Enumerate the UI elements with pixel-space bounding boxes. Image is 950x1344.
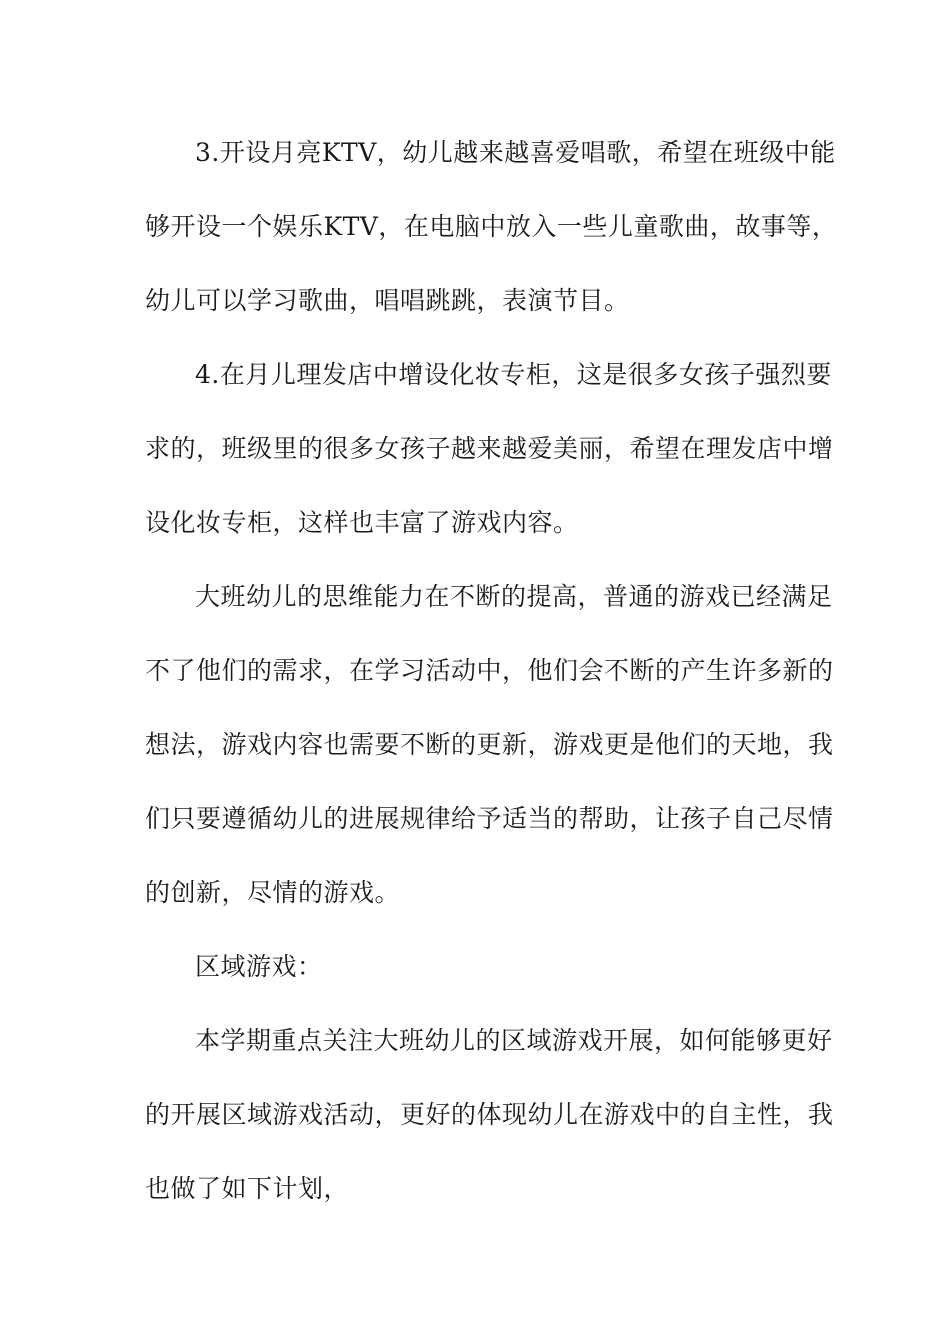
paragraph-line: 大班幼儿的思维能力在不断的提高，普通的游戏已经满足 — [195, 582, 833, 611]
paragraph-line: 3.开设月亮KTV，幼儿越来越喜爱唱歌，希望在班级中能 — [195, 138, 836, 167]
paragraph-line: 想法，游戏内容也需要不断的更新，游戏更是他们的天地，我 — [145, 729, 834, 759]
paragraph-line: 求的，班级里的很多女孩子越来越爱美丽，希望在理发店中增 — [145, 433, 834, 463]
paragraph-summary — [145, 560, 834, 930]
section-heading-area-games — [145, 930, 807, 1004]
paragraph-line: 本学期重点关注大班幼儿的区域游戏开展，如何能够更好 — [195, 1026, 833, 1055]
paragraph-item-4 — [145, 338, 834, 560]
paragraph-line: 设化妆专柜，这样也丰富了游戏内容。 — [145, 507, 579, 537]
paragraph-line: 幼儿可以学习歌曲，唱唱跳跳，表演节目。 — [145, 285, 630, 315]
paragraph-line: 也做了如下计划， — [145, 1173, 350, 1203]
paragraph-line: 们只要遵循幼儿的进展规律给予适当的帮助，让孩子自己尽情 — [145, 803, 834, 833]
paragraph-line: 的开展区域游戏活动，更好的体现幼儿在游戏中的自主性，我 — [145, 1099, 834, 1129]
section-heading: 区域游戏： — [195, 952, 323, 981]
paragraph-line: 不了他们的需求，在学习活动中，他们会不断的产生许多新的 — [145, 655, 834, 685]
paragraph-item-3 — [145, 116, 838, 338]
paragraph-line: 的创新，尽情的游戏。 — [145, 877, 401, 907]
paragraph-line: 4.在月儿理发店中增设化妆专柜，这是很多女孩子强烈要 — [195, 360, 832, 389]
paragraph-plan — [145, 1004, 834, 1226]
paragraph-line: 够开设一个娱乐KTV，在电脑中放入一些儿童歌曲，故事等， — [145, 211, 838, 241]
